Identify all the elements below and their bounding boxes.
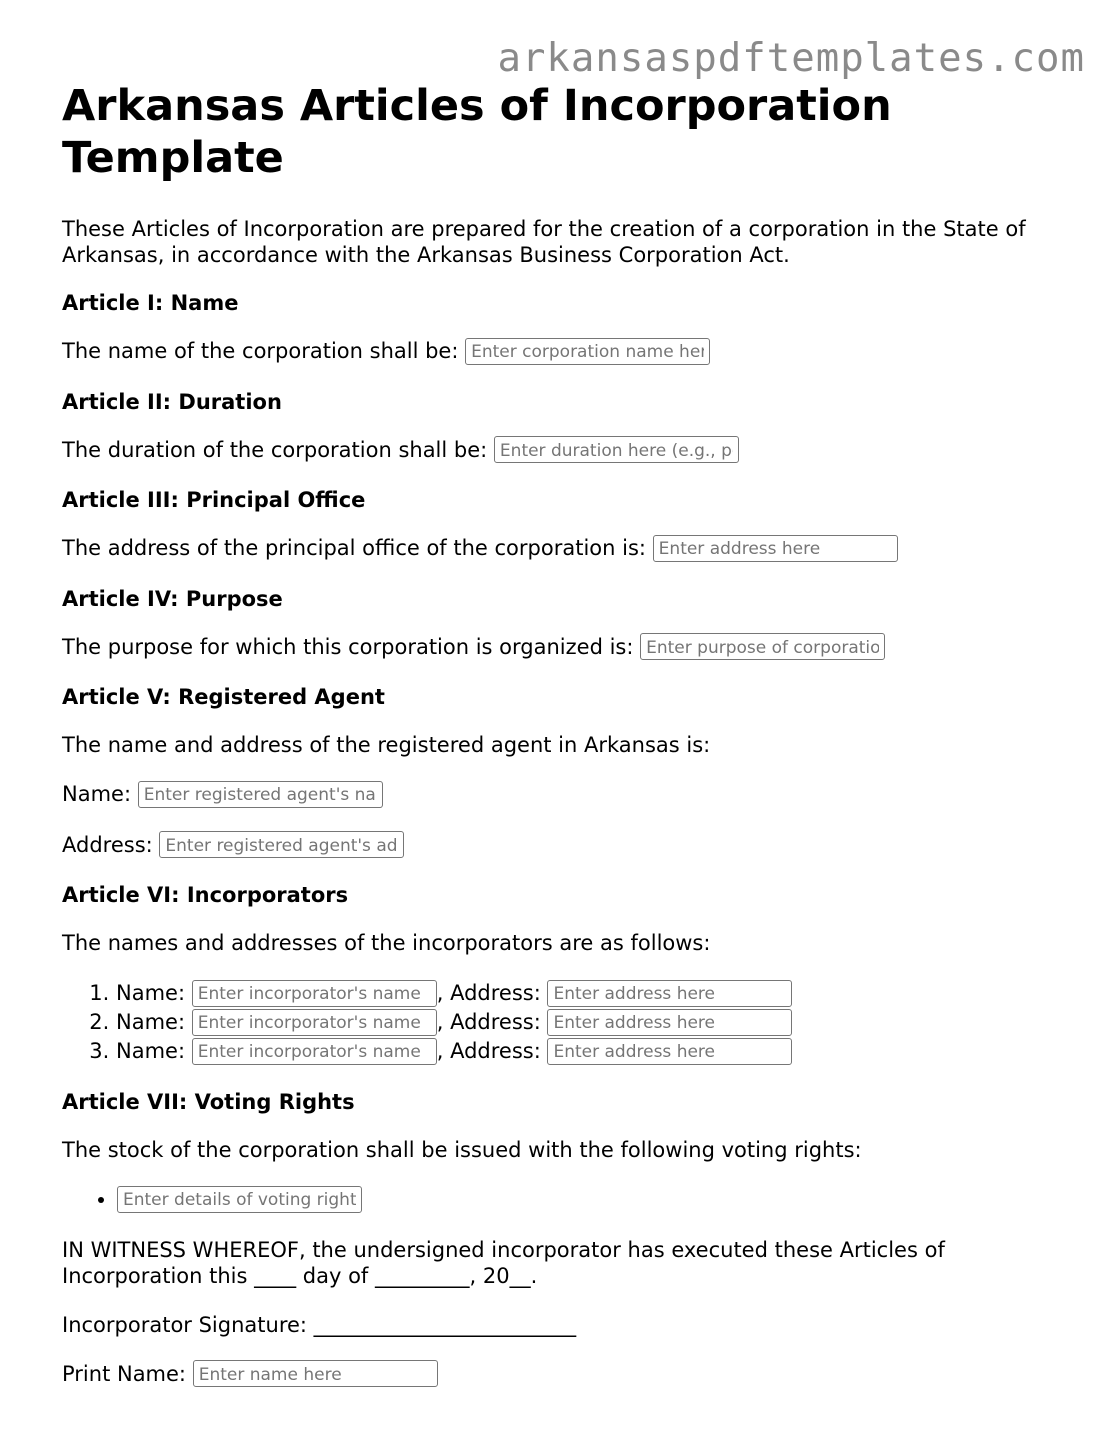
page-title: Arkansas Articles of Incorporation Template [62,81,892,183]
principal-office-address-input[interactable] [653,535,898,562]
signature-line: Incorporator Signature: _________________________ [62,1312,577,1337]
article-6-text: The names and addresses of the incorporators are as follows: [62,931,711,955]
duration-input[interactable] [494,436,739,463]
witness-paragraph: IN WITNESS WHEREOF, the undersigned incorporator has executed these Articles of Incorporation this ____ day of _________, 20__. [62,1237,945,1288]
incorporator-1-name-input[interactable] [192,980,437,1007]
document-body [62,80,1062,1411]
list-item [116,1008,1062,1037]
print-name-input[interactable] [193,1360,438,1387]
registered-agent-address-input[interactable] [159,831,404,858]
corporation-name-input[interactable] [465,338,710,365]
article-6-heading: Article VI: Incorporators [62,883,349,907]
print-name-label: Print Name: [62,1361,187,1386]
article-7-text: The stock of the corporation shall be issued with the following voting rights: [62,1138,862,1162]
article-1-text: The name of the corporation shall be: [62,339,459,363]
article-2-text: The duration of the corporation shall be: [62,437,488,462]
list-item [116,979,1062,1008]
article-4-line [62,634,1062,662]
incorporator-1-address-input[interactable] [547,980,792,1007]
article-4-text: The purpose for which this corporation is organized is: [62,634,634,659]
watermark: arkansaspdftemplates.com [497,36,1085,81]
incorporator-2-name-input[interactable] [192,1009,437,1036]
article-7-heading: Article VII: Voting Rights [62,1090,355,1114]
registered-agent-name-input[interactable] [138,781,383,808]
incorporator-name-label: Name: [116,1010,186,1034]
registered-agent-name-label: Name: [62,782,132,806]
article-3-text: The address of the principal office of the corporation is: [62,536,646,560]
article-5-heading: Article V: Registered Agent [62,685,385,709]
article-5-text: The name and address of the registered agent in Arkansas is: [62,733,711,757]
registered-agent-address-line [62,832,1062,860]
incorporator-3-name-input[interactable] [192,1038,437,1065]
incorporator-address-label: , Address: [436,981,541,1005]
list-item [116,1037,1062,1066]
incorporator-address-label: , Address: [436,1039,541,1063]
article-4-heading: Article IV: Purpose [62,586,283,611]
list-item [117,1186,1062,1214]
incorporator-3-address-input[interactable] [547,1038,792,1065]
incorporator-name-label: Name: [116,1039,186,1063]
article-2-heading: Article II: Duration [62,389,282,414]
incorporator-2-address-input[interactable] [547,1009,792,1036]
registered-agent-address-label: Address: [62,832,153,857]
purpose-input[interactable] [640,633,885,660]
article-1-heading: Article I: Name [62,291,239,315]
article-3-line [62,535,1062,563]
intro-paragraph: These Articles of Incorporation are prepared for the creation of a corporation in the State of Arkansas, in accordance with the Arkansas Business Corporation Act. [62,217,1026,267]
article-2-line [62,437,1062,465]
incorporator-name-label: Name: [116,981,186,1005]
voting-rights-list [62,1186,1062,1214]
incorporator-address-label: , Address: [436,1010,541,1034]
article-3-heading: Article III: Principal Office [62,488,366,512]
incorporators-list [62,979,1062,1066]
voting-rights-input[interactable] [117,1186,362,1213]
article-1-line [62,338,1062,366]
print-name-line [62,1361,1062,1389]
registered-agent-name-line [62,781,1062,809]
